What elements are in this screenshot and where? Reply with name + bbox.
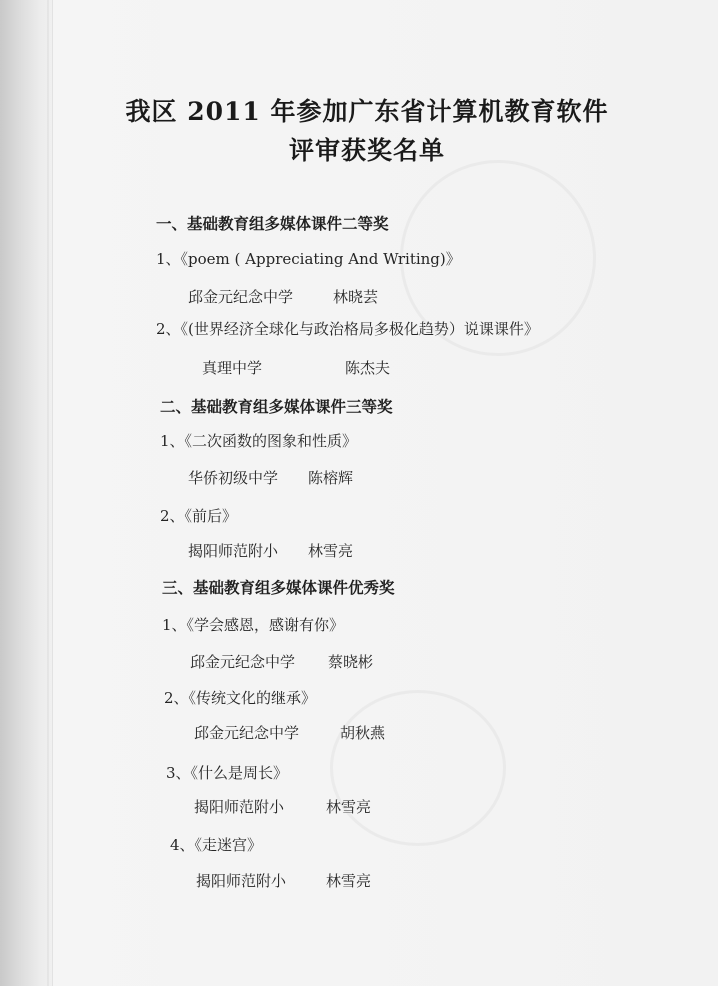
author-name: 林晓芸: [333, 288, 379, 306]
winner-line: [188, 540, 488, 560]
award-entry: [156, 318, 539, 339]
author-name: 林雪亮: [308, 542, 354, 560]
award-entry: [164, 687, 316, 708]
section-heading: 三、基础教育组多媒体课件优秀奖: [162, 578, 395, 597]
entry-index: 4、: [170, 836, 195, 854]
work-title: 《什么是周长》: [190, 764, 289, 782]
entry-index: 2、: [156, 320, 181, 338]
school-name: 揭阳师范附小: [196, 872, 287, 890]
school-name: 揭阳师范附小: [188, 542, 279, 560]
entry-index: 3、: [166, 764, 191, 782]
faint-seal-mark: [330, 690, 506, 846]
author-name: 林雪亮: [326, 872, 372, 890]
entry-index: 1、: [162, 616, 187, 634]
work-title: 《前后》: [184, 507, 238, 525]
award-entry: [166, 762, 288, 783]
award-entry: [160, 505, 237, 526]
winner-line: [188, 286, 488, 306]
award-entry: [162, 614, 344, 635]
school-name: 真理中学: [202, 359, 263, 377]
section-heading: 二、基础教育组多媒体课件三等奖: [160, 397, 393, 416]
work-title: 《二次函数的图象和性质》: [184, 432, 358, 450]
winner-line: [196, 870, 496, 890]
school-name: 华侨初级中学: [188, 469, 279, 487]
work-title: 《学会感恩，感谢有你》: [186, 616, 345, 634]
document-title-line-1: 我区 2011 年参加广东省计算机教育软件: [125, 97, 609, 126]
winner-line: [202, 357, 502, 377]
award-entry: [170, 834, 262, 855]
entry-index: 1、: [160, 432, 185, 450]
entry-index: 1、: [156, 250, 181, 268]
work-title: 《走迷宫》: [194, 836, 263, 854]
entry-index: 2、: [164, 689, 189, 707]
school-name: 邱金元纪念中学: [194, 724, 300, 742]
winner-line: [194, 722, 494, 742]
author-name: 胡秋燕: [340, 724, 386, 742]
winner-line: [188, 467, 488, 487]
author-name: 蔡晓彬: [328, 653, 374, 671]
section-heading: 一、基础教育组多媒体课件二等奖: [156, 214, 389, 233]
work-title: 《poem ( Appreciating And Writing)》: [180, 250, 461, 268]
work-title: 《(世界经济全球化与政治格局多极化趋势）说课课件》: [180, 320, 539, 338]
entry-index: 2、: [160, 507, 185, 525]
winner-line: [190, 651, 490, 671]
school-name: 邱金元纪念中学: [190, 653, 296, 671]
author-name: 陈榕辉: [308, 469, 354, 487]
school-name: 邱金元纪念中学: [188, 288, 294, 306]
award-entry: [156, 248, 461, 269]
award-entry: [160, 430, 357, 451]
document-title-line-2: 评审获奖名单: [288, 136, 445, 165]
work-title: 《传统文化的继承》: [188, 689, 317, 707]
winner-line: [194, 796, 494, 816]
school-name: 揭阳师范附小: [194, 798, 285, 816]
author-name: 陈杰夫: [345, 359, 391, 377]
author-name: 林雪亮: [326, 798, 372, 816]
